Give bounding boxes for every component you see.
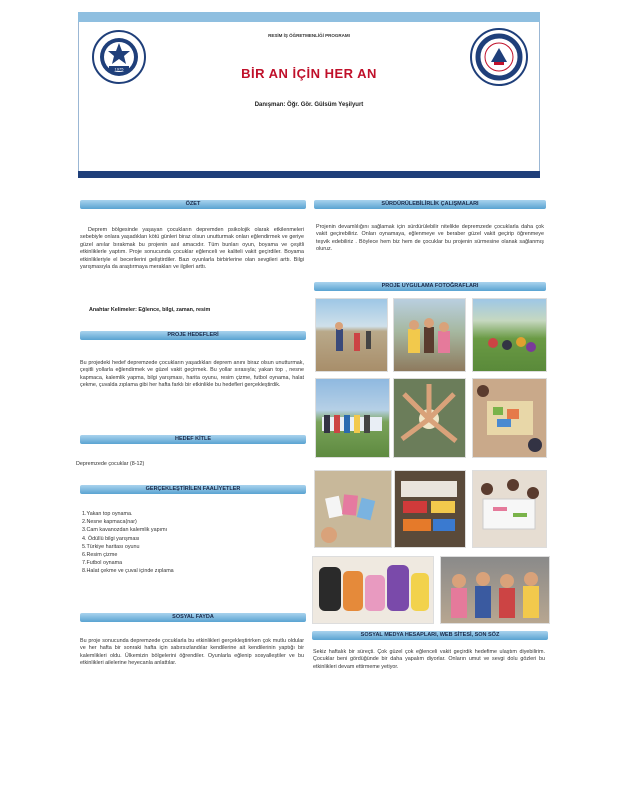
sosyal-medya-text: Sekiz haftalık bir süreçti. Çok güzel çok eğlenceli vakit geçirdik hedefime ulaştım diyebilirim. Çocuklar beni gördüğünde bir daha yapalım diyorlar. Onların umut ve sevgi dolu gözleri bu etkinlikleri devam ettirmeme yetiyor. bbox=[313, 649, 545, 670]
photo-quiz-cards bbox=[314, 470, 392, 548]
photo-outdoor-play bbox=[315, 298, 388, 372]
svg-text:1975: 1975 bbox=[114, 66, 124, 72]
photo-map-game bbox=[472, 378, 547, 458]
photo-grass-game bbox=[472, 298, 547, 372]
header-bottom-stripe bbox=[78, 171, 540, 178]
photo-drawing-table bbox=[472, 470, 547, 548]
faaliyetler-list bbox=[82, 510, 302, 576]
list-item: 4. Ödüllü bilgi yarışması bbox=[82, 535, 140, 542]
section-heading-surdurulebilirlik: SÜRDÜRÜLEBİLİRLİK ÇALIŞMALARI bbox=[314, 200, 546, 209]
ozet-keywords: Anahtar Kelimeler: Eğlence, bilgi, zaman, resim bbox=[89, 307, 211, 313]
photo-jar-pencil-holders bbox=[312, 556, 434, 624]
ozet-text: Deprem bölgesinde yaşayan çocukların depremden psikolojik olarak etkilenmeleri sebebiyle onlara yaşadıkları kötü günleri biraz olsun unutturmak onları eğlendirmek ve geriye güzel anılar bırakmak bu projenin asıl amacıdır. Tüm bunları oyun, boyama ve çeşitli etkinliklerle yaptım. Proje sonucunda çocuklar eğlenceli ve kaliteli vakit geçirdiler. Boyama etkinlikleriyle el becerilerini geliştirdiler. Bazı oyunlarla birbirlerine olan sevgileri arttı. Bilgi yarışmasıyla da araştırmaya merakları ve ilgileri arttı. bbox=[80, 227, 304, 271]
section-heading-faaliyetler: GERÇEKLEŞTİRİLEN FAALİYETLER bbox=[80, 485, 306, 494]
list-item: 3.Cam kavanozdan kalemlik yapımı bbox=[82, 527, 168, 534]
list-item: 2.Nesne kapmaca(nar) bbox=[82, 519, 137, 526]
header-top-stripe bbox=[78, 12, 540, 22]
fayda-text: Bu proje sonucunda depremzede çocuklarla bu etkinlikleri gerçekleştirirken çok mutlu oldular ve her hafta bir sonraki hafta için sabırsızlandılar kendilerine ait kendilerinin yaptığı bir kalemlikleri oldu. Ülkemizin bölgelerini öğrendiler. Oyunlarla eğlenip sosyalleştiler ve bu etkinlikleri ailelerine heyecanla anlattılar. bbox=[80, 638, 304, 667]
surdurulebilirlik-text: Projenin devamlılığını sağlamak için sürdürülebilir nitelikte depremzede çocuklarla daha çok vakit geçirebiliriz. Onları oynamaya, eğlenmeye ve beraber güzel vakit geçirip öğrenmeye teşvik edebiliriz . Böylece hem biz hem de çocuklar bu projenin sürmesine olanak sağlanmış oluruz. bbox=[316, 224, 544, 253]
program-name: RESİM İŞ ÖĞRETMENLİĞİ PROGRAMI bbox=[268, 33, 350, 38]
section-heading-sosyal-medya: SOSYAL MEDYA HESAPLARI, WEB SİTESİ, SON SÖZ bbox=[312, 631, 548, 640]
list-item: 5.Türkiye haritası oyunu bbox=[82, 543, 140, 550]
photo-group-circle bbox=[315, 378, 390, 458]
poster-title: BİR AN İÇİN HER AN bbox=[241, 66, 377, 81]
photo-children-group bbox=[393, 298, 466, 372]
list-item: 8.Halat çekme ve çuval içinde zıplama bbox=[82, 568, 174, 575]
photo-hands-circle bbox=[393, 378, 466, 458]
section-heading-hedefler: PROJE HEDEFLERİ bbox=[80, 331, 306, 340]
advisor-line: Danışman: Öğr. Gör. Gülsüm Yeşilyurt bbox=[254, 102, 364, 108]
photo-children-posing bbox=[440, 556, 550, 624]
hedefler-text: Bu projedeki hedef depremzede çocukların yaşadıkları deprem anını biraz olsun unutturmak, çeşitli yollarla eğlendirmek ve güzel vakit geçirmek. Bu yollar sırasıyla; yakan top , nesne kapmaca, kalemlik yapma, bilgi yarışması, harita oyunu, resim çizme, futbol oynama, halat çekme, çuvalda zıplama gibi her hafta farklı bir etkinlikle bu hedefleri gerçekleştirdik. bbox=[80, 360, 304, 389]
kitle-text: Depremzede çocuklar (8-12) bbox=[76, 461, 145, 467]
section-heading-fotograflar: PROJE UYGULAMA FOTOĞRAFLARI bbox=[314, 282, 546, 291]
photo-prizes bbox=[394, 470, 466, 548]
list-item: 6.Resim çizme bbox=[82, 552, 118, 559]
list-item: 7.Futbol oynama bbox=[82, 560, 123, 567]
section-heading-ozet: ÖZET bbox=[80, 200, 306, 209]
section-heading-fayda: SOSYAL FAYDA bbox=[80, 613, 306, 622]
section-heading-kitle: HEDEF KİTLE bbox=[80, 435, 306, 444]
list-item: 1.Yakan top oynama. bbox=[82, 511, 133, 517]
